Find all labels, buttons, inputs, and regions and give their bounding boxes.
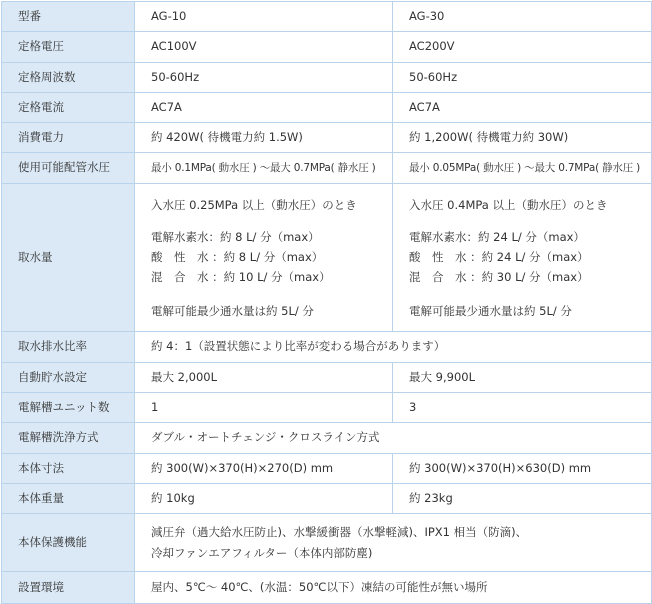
intake-minimum: 電解可能最少通水量は約 5L/ 分 (409, 303, 572, 318)
current-ag30: AC7A (393, 93, 652, 123)
storage-ag30: 最大 9,900L (393, 363, 652, 393)
power-ag30: 約 1,200W( 待機電力約 30W) (393, 123, 652, 153)
intake-ag10 (135, 184, 393, 332)
storage-ag10: 最大 2,000L (135, 363, 393, 393)
intake-mixed: 混 合 水 ：約 30 L/ 分（max） (409, 269, 589, 284)
protection-line-2: 冷却ファンエアフィルター（本体内部防塵) (151, 545, 373, 560)
protection-line-1: 減圧弁（過大給水圧防止)、水撃緩衝器（水撃軽減)、IPX1 相当（防滴)、 (151, 524, 528, 539)
row-label-ratio: 取水排水比率 (2, 332, 135, 363)
row-label-intake: 取水量 (2, 184, 135, 332)
table-row (2, 393, 652, 423)
intake-hydrogen: 電解水素水：約 8 L/ 分（max） (151, 229, 320, 244)
row-label-cells: 電解槽ユニット数 (2, 393, 135, 423)
row-label-power: 消費電力 (2, 123, 135, 153)
weight-ag10: 約 10kg (135, 484, 393, 514)
table-row (2, 93, 652, 123)
cells-ag10: 1 (135, 393, 393, 423)
intake-acid: 酸 性 水 ：約 8 L/ 分（max） (151, 249, 324, 264)
frequency-ag10: 50-60Hz (135, 63, 393, 93)
table-row (2, 423, 652, 454)
cells-ag30: 3 (393, 393, 652, 423)
table-row (2, 123, 652, 153)
table-row (2, 2, 652, 32)
row-label-storage: 自動貯水設定 (2, 363, 135, 393)
row-label-weight: 本体重量 (2, 484, 135, 514)
protection-value (135, 514, 652, 572)
dimensions-ag10: 約 300(W)×370(H)×270(D) mm (135, 454, 393, 484)
row-label-pressure: 使用可能配管水圧 (2, 153, 135, 184)
table-row (2, 363, 652, 393)
row-label-dimensions: 本体寸法 (2, 454, 135, 484)
intake-condition: 入水圧 0.4MPa 以上（動水圧）のとき (409, 197, 608, 212)
table-row (2, 514, 652, 572)
table-row (2, 332, 652, 363)
pressure-ag10: 最小 0.1MPa( 動水圧 ) ～最大 0.7MPa( 静水圧 ) (135, 153, 393, 184)
pressure-ag30: 最小 0.05MPa( 動水圧 ) ～最大 0.7MPa( 静水圧 ) (393, 153, 652, 184)
intake-ag30 (393, 184, 652, 332)
row-label-frequency: 定格周波数 (2, 63, 135, 93)
row-label-protection: 本体保護機能 (2, 514, 135, 572)
cleaning-value: ダブル・オートチェンジ・クロスライン方式 (135, 423, 652, 454)
model-ag10: AG-10 (135, 2, 393, 32)
table-row (2, 32, 652, 63)
row-label-cleaning: 電解槽洗浄方式 (2, 423, 135, 454)
voltage-ag10: AC100V (135, 32, 393, 63)
row-label-voltage: 定格電圧 (2, 32, 135, 63)
row-label-model: 型番 (2, 2, 135, 32)
model-ag30: AG-30 (393, 2, 652, 32)
current-ag10: AC7A (135, 93, 393, 123)
table-row (2, 63, 652, 93)
intake-acid: 酸 性 水 ：約 24 L/ 分（max） (409, 249, 589, 264)
table-row (2, 454, 652, 484)
row-label-environment: 設置環境 (2, 572, 135, 604)
weight-ag30: 約 23kg (393, 484, 652, 514)
intake-condition: 入水圧 0.25MPa 以上（動水圧）のとき (151, 197, 357, 212)
voltage-ag30: AC200V (393, 32, 652, 63)
power-ag10: 約 420W( 待機電力約 1.5W) (135, 123, 393, 153)
ratio-value: 約 4：1（設置状態により比率が変わる場合があります） (135, 332, 652, 363)
intake-minimum: 電解可能最少通水量は約 5L/ 分 (151, 303, 314, 318)
intake-mixed: 混 合 水 ：約 10 L/ 分（max） (151, 269, 331, 284)
dimensions-ag30: 約 300(W)×370(H)×630(D) mm (393, 454, 652, 484)
table-row (2, 153, 652, 184)
spec-table (1, 1, 652, 604)
table-row (2, 572, 652, 604)
frequency-ag30: 50-60Hz (393, 63, 652, 93)
intake-hydrogen: 電解水素水：約 24 L/ 分（max） (409, 229, 585, 244)
environment-value: 屋内、5℃～ 40℃、(水温：50℃以下）凍結の可能性が無い場所 (135, 572, 652, 604)
row-label-current: 定格電流 (2, 93, 135, 123)
table-row (2, 184, 652, 332)
table-row (2, 484, 652, 514)
